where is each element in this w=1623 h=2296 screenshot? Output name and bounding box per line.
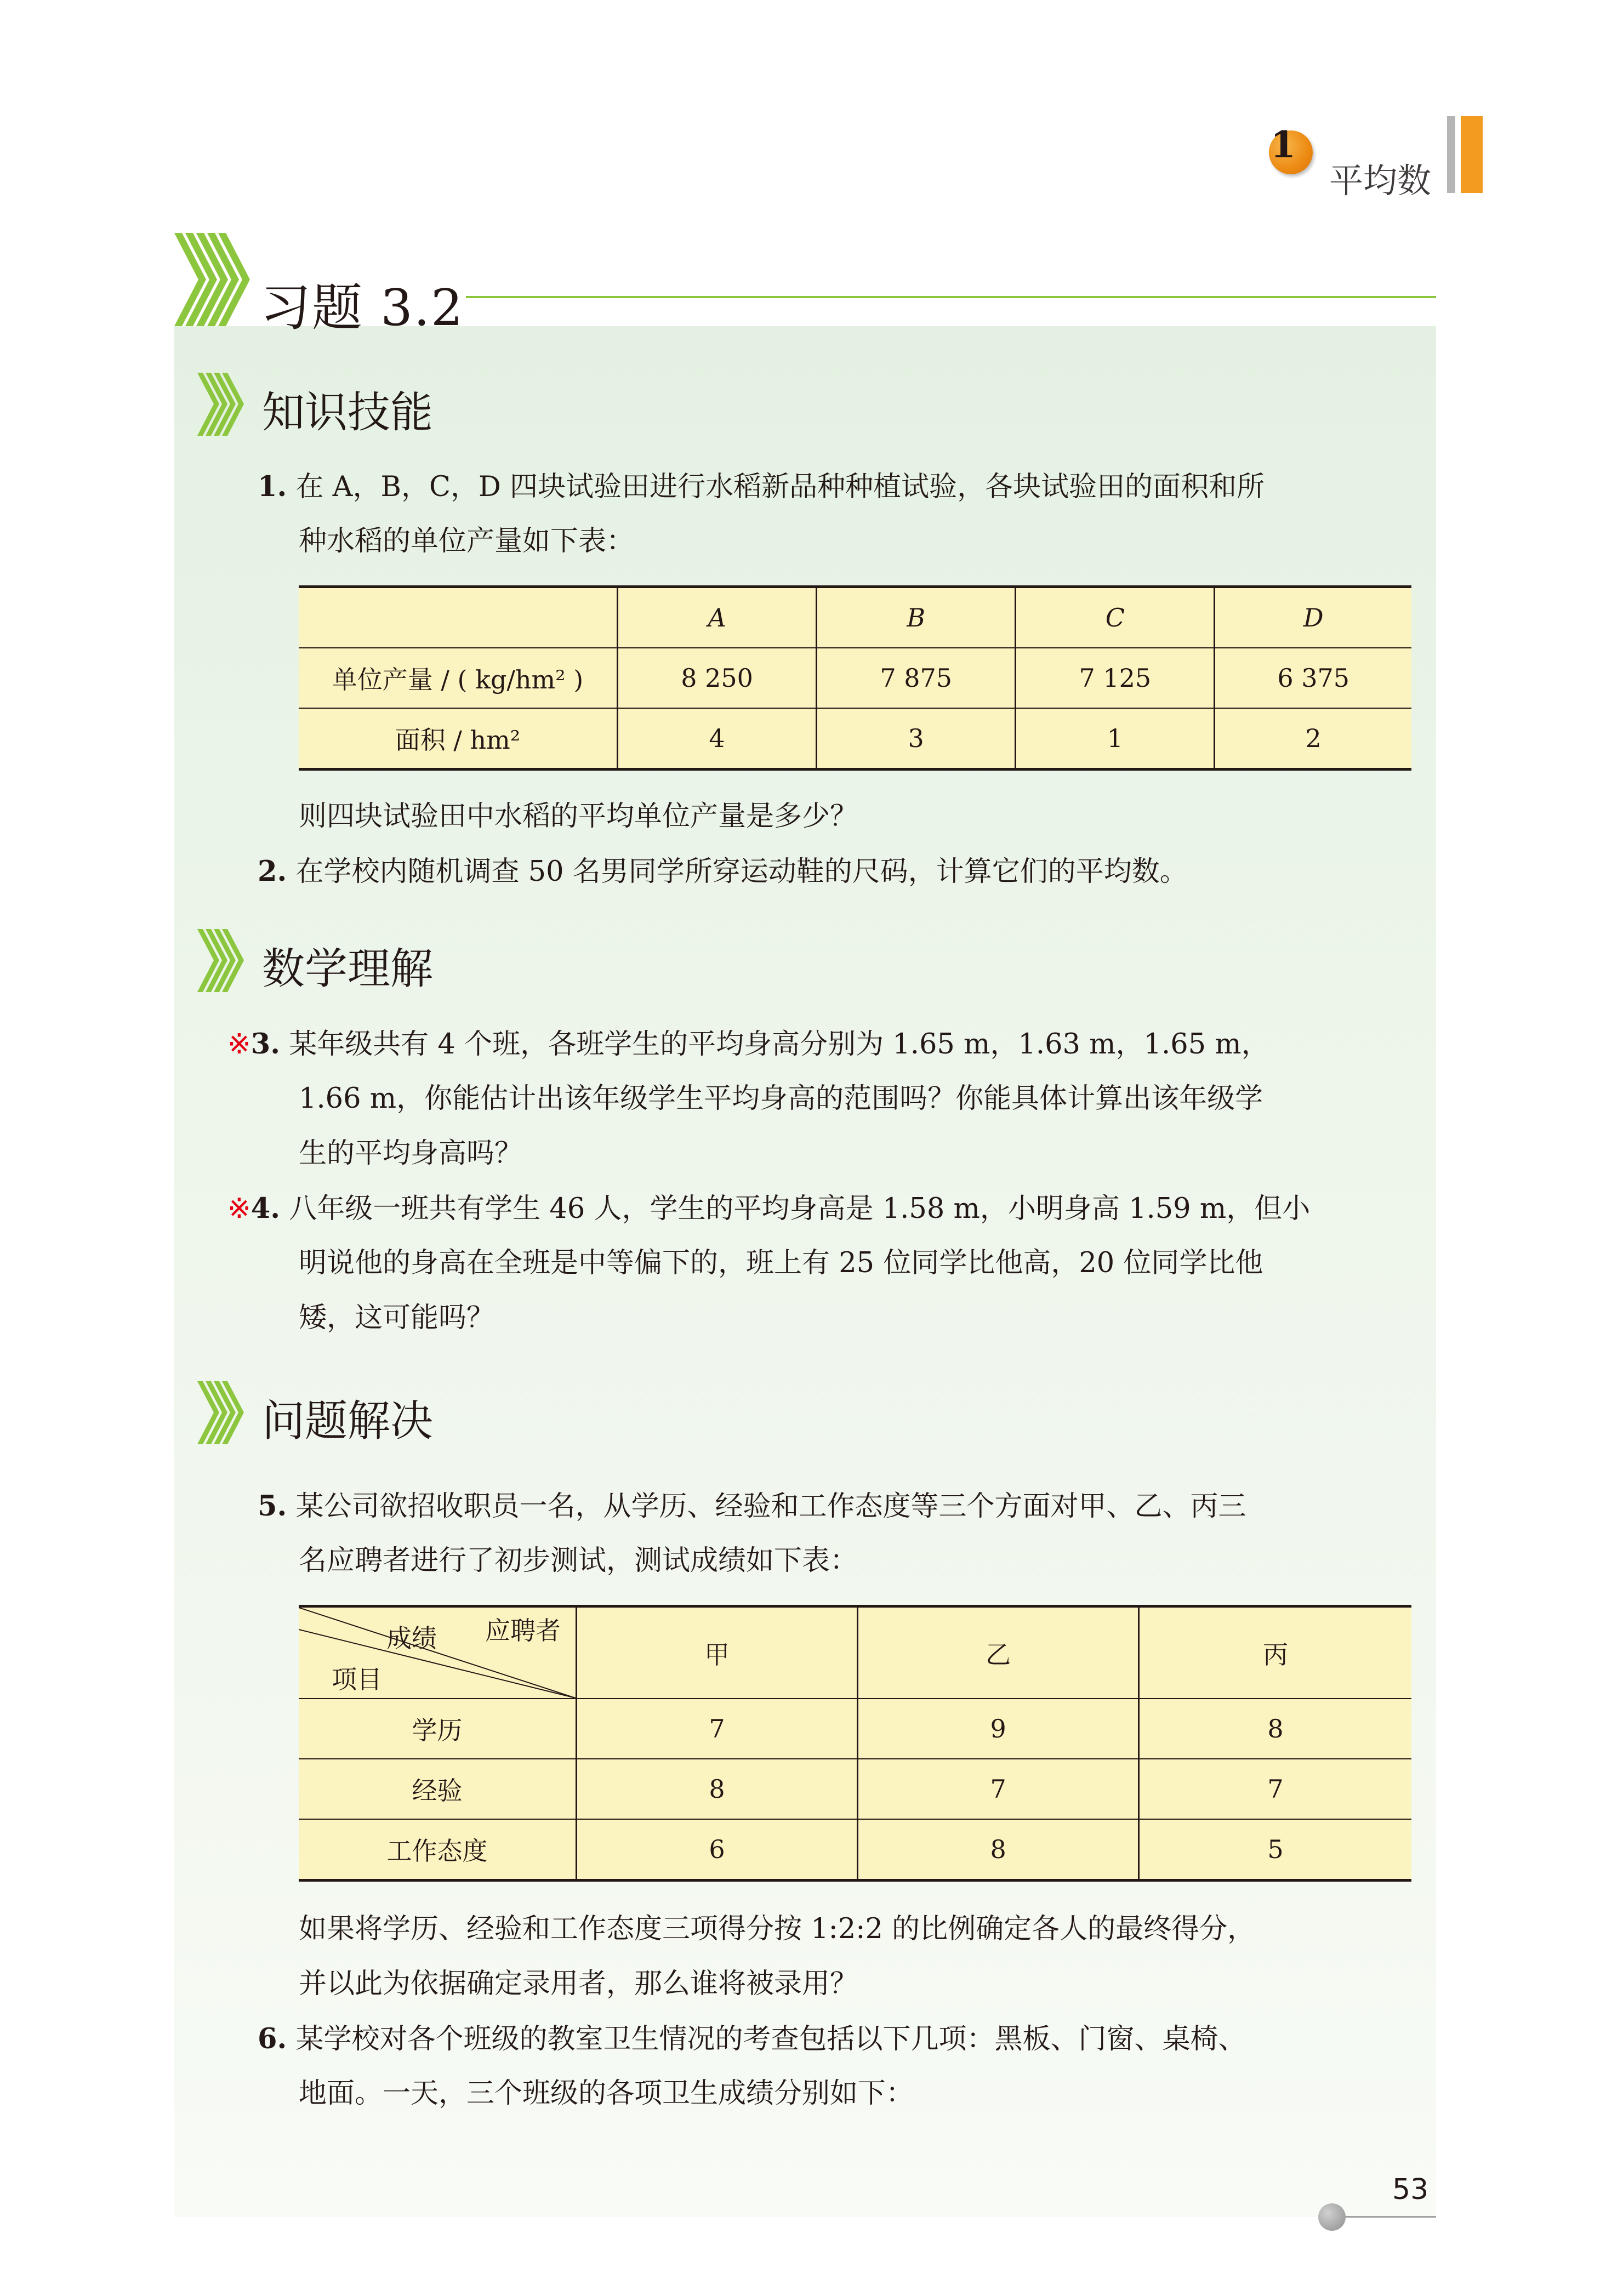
table-cell: 7 875 (817, 648, 1016, 708)
question-number: 6. (258, 2022, 287, 2055)
chevron-icon (174, 233, 257, 326)
question-3-cont: 1.66 m，你能估计出该年级学生平均身高的范围吗？你能具体计算出该年级学 (299, 1083, 1263, 1115)
question-3 (227, 1017, 1269, 1072)
question-text: 在学校内随机调查 50 名男同学所穿运动鞋的尺码，计算它们的平均数。 (295, 856, 1188, 888)
row-label: 工作态度 (299, 1819, 577, 1881)
question-5-cont: 名应聘者进行了初步测试，测试成绩如下表： (299, 1545, 858, 1577)
table-cell: 7 (1139, 1759, 1411, 1819)
table-cell: 8 (858, 1819, 1139, 1881)
question-1-followup: 则四块试验田中水稻的平均单位产量是多少？ (299, 800, 858, 833)
section-title-problem: 问题解决 (262, 1397, 434, 1446)
table-cell (299, 587, 618, 648)
table-header: 丙 (1139, 1606, 1411, 1699)
question-5 (258, 1479, 1246, 1534)
question-5-followup: 如果将学历、经验和工作态度三项得分按 1:2:2 的比例确定各人的最终得分， (299, 1913, 1256, 1945)
title-underline (466, 296, 1436, 298)
table-cell: 9 (858, 1699, 1139, 1759)
section-title-knowledge: 知识技能 (262, 388, 434, 437)
table-cell: 3 (817, 708, 1016, 770)
chapter-number: 1 (1271, 123, 1296, 166)
table-cell: 5 (1139, 1819, 1411, 1881)
page-number: 53 (1392, 2173, 1429, 2206)
question-text: 某年级共有 4 个班，各班学生的平均身高分别为 1.65 m，1.63 m，1.65 m， (289, 1028, 1269, 1061)
table-header: D (1215, 587, 1411, 648)
table-cell: 6 375 (1215, 648, 1411, 708)
table-row (299, 1819, 1411, 1881)
question-4 (227, 1181, 1310, 1237)
question-number: 2. (258, 855, 287, 888)
corner-label-score: 成绩 (386, 1623, 437, 1653)
diagonal-header-cell (299, 1606, 577, 1699)
section-chevron-icon (197, 1381, 252, 1444)
question-3-cont: 生的平均身高吗？ (299, 1137, 523, 1170)
page-line (1346, 2216, 1436, 2218)
question-6-cont: 地面。一天，三个班级的各项卫生成绩分别如下： (299, 2077, 914, 2110)
table-cell: 1 (1016, 708, 1215, 770)
table-cell: 7 (858, 1759, 1139, 1819)
table-header: C (1016, 587, 1215, 648)
table-cell: 8 (577, 1759, 858, 1819)
question-number: 1. (258, 470, 287, 503)
chapter-title: 平均数 (1329, 161, 1432, 201)
page-dot (1318, 2203, 1346, 2231)
table-cell: 6 (577, 1819, 858, 1881)
question-4-cont: 矮，这可能吗？ (299, 1302, 495, 1334)
table-row (299, 1699, 1411, 1759)
table-cell: 4 (618, 708, 817, 770)
question-6 (258, 2012, 1246, 2067)
table-cell: 8 250 (618, 648, 817, 708)
applicant-score-table (299, 1605, 1411, 1882)
table-row (299, 1759, 1411, 1819)
row-label: 面积 / hm² (299, 708, 618, 770)
question-text: 某公司欲招收职员一名，从学历、经验和工作态度等三个方面对甲、乙、丙三 (295, 1490, 1246, 1523)
table-cell: 8 (1139, 1699, 1411, 1759)
table-cell: 7 125 (1016, 648, 1215, 708)
table-row (299, 708, 1411, 770)
header-bar-grey (1447, 116, 1455, 193)
exercise-title: 习题 3.2 (260, 278, 464, 337)
section-title-understanding: 数学理解 (262, 944, 434, 994)
section-chevron-icon (197, 373, 252, 436)
question-text: 某学校对各个班级的教室卫生情况的考查包括以下几项：黑板、门窗、桌椅、 (295, 2023, 1246, 2055)
question-2 (258, 844, 1188, 899)
table-header: A (618, 587, 817, 648)
question-text: 在 A，B，C，D 四块试验田进行水稻新品种种植试验，各块试验田的面积和所 (295, 471, 1265, 503)
table-header: 甲 (577, 1606, 858, 1699)
question-number: 5. (258, 1490, 287, 1523)
table-header: 乙 (858, 1606, 1139, 1699)
table-header: B (817, 587, 1016, 648)
question-number: 3. (250, 1028, 280, 1061)
table-row (299, 648, 1411, 708)
table-cell: 7 (577, 1699, 858, 1759)
row-label: 单位产量 / ( kg/hm² ) (299, 648, 618, 708)
section-chevron-icon (197, 929, 252, 992)
question-4-cont: 明说他的身高在全班是中等偏下的，班上有 25 位同学比他高，20 位同学比他 (299, 1247, 1263, 1279)
table-header-row (299, 587, 1411, 648)
corner-label-applicant: 应聘者 (485, 1616, 561, 1645)
question-1 (258, 459, 1265, 515)
question-text: 八年级一班共有学生 46 人，学生的平均身高是 1.58 m，小明身高 1.59 m，但小 (289, 1193, 1311, 1225)
header-bar-orange (1461, 116, 1483, 193)
table-cell: 2 (1215, 708, 1411, 770)
question-number: 4. (250, 1192, 280, 1225)
row-label: 学历 (299, 1699, 577, 1759)
row-label: 经验 (299, 1759, 577, 1819)
corner-label-item: 项目 (332, 1665, 382, 1694)
table-header-row (299, 1606, 1411, 1699)
question-1-cont: 种水稻的单位产量如下表： (299, 525, 635, 557)
challenge-mark: ※ (227, 1193, 251, 1225)
question-5-followup: 并以此为依据确定录用者，那么谁将被录用？ (299, 1968, 858, 2000)
yield-table (299, 585, 1411, 771)
challenge-mark: ※ (227, 1028, 251, 1061)
